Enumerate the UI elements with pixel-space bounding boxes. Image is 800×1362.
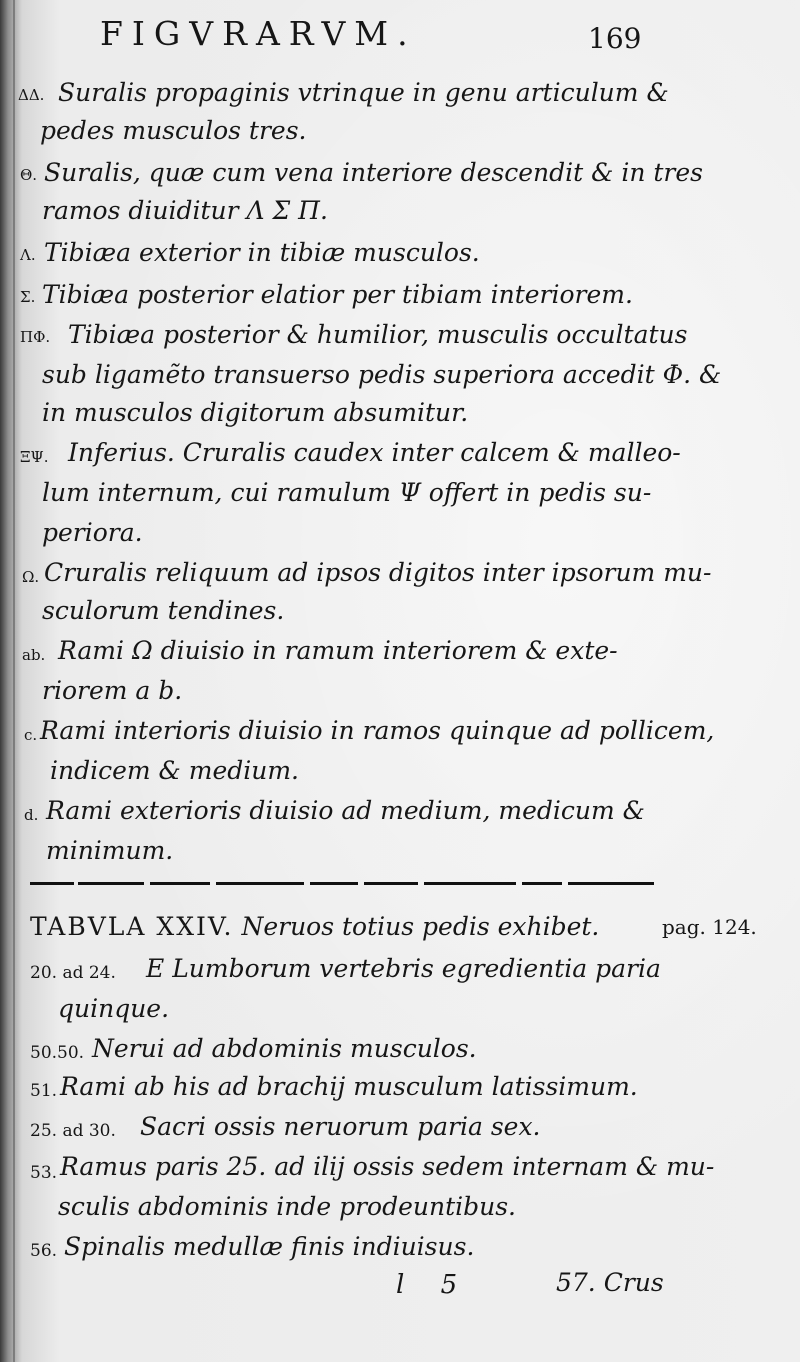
entry-line: Inferius. Cruralis caudex inter calcem & malleo- <box>68 438 681 467</box>
entry-line: Sacri ossis neruorum paria sex. <box>140 1112 541 1141</box>
entry-line: pedes musculos tres. <box>40 116 307 145</box>
entry-siglum: Λ. <box>20 246 36 264</box>
entry-line: Tibiæa exterior in tibiæ musculos. <box>44 238 480 267</box>
entry-line: lum internum, cui ramulum Ψ offert in pedis su- <box>42 478 652 507</box>
entry-siglum: 51. <box>30 1081 58 1101</box>
entry-line: Tibiæa posterior & humilior, musculis occultatus <box>68 320 688 349</box>
tabula-number: TABVLA XXIV. <box>30 912 234 941</box>
catchword: 57. Crus <box>556 1268 664 1297</box>
entry-siglum: ΞΨ. <box>20 448 49 466</box>
entry-siglum: 20. ad 24. <box>30 963 116 983</box>
entry-line: E Lumborum vertebris egredientia paria <box>146 954 661 983</box>
entry-line: ramos diuiditur Λ Σ Π. <box>42 196 328 225</box>
entry-line: periora. <box>42 518 143 547</box>
entry-line: minimum. <box>46 836 174 865</box>
entry-line: Nerui ad abdominis musculos. <box>92 1034 477 1063</box>
entry-siglum: 50.50. <box>30 1043 85 1063</box>
entry-line: Rami ab his ad brachij musculum latissimum. <box>60 1072 638 1101</box>
entry-line: in musculos digitorum absumitur. <box>42 398 469 427</box>
entry-line: Spinalis medullæ finis indiuisus. <box>64 1232 475 1261</box>
entry-line: sculorum tendines. <box>42 596 285 625</box>
entry-line: indicem & medium. <box>50 756 299 785</box>
tabula-heading <box>30 912 599 942</box>
entry-line: sculis abdominis inde prodeuntibus. <box>58 1192 517 1221</box>
entry-siglum: c. <box>24 726 38 744</box>
entry-line: riorem a b. <box>42 676 183 705</box>
entry-siglum: ab. <box>22 646 46 664</box>
section-divider <box>30 882 654 888</box>
entry-line: sub ligamẽto transuerso pedis superiora accedit Φ. & <box>42 360 722 389</box>
entry-siglum: 56. <box>30 1241 58 1261</box>
page-reference: pag. 124. <box>662 915 757 939</box>
entry-line: Rami exterioris diuisio ad medium, medicum & <box>46 796 645 825</box>
entry-line: Cruralis reliquum ad ipsos digitos inter ipsorum mu- <box>44 558 712 587</box>
signature-mark: l 5 <box>396 1270 472 1300</box>
entry-siglum: 25. ad 30. <box>30 1121 116 1141</box>
entry-line: Rami Ω diuisio in ramum interiorem & exte- <box>58 636 618 665</box>
entry-siglum: Ω. <box>22 568 40 586</box>
entry-line: Tibiæa posterior elatior per tibiam interiorem. <box>42 280 633 309</box>
entry-line: Ramus paris 25. ad ilij ossis sedem internam & mu- <box>60 1152 715 1181</box>
entry-line: Suralis, quæ cum vena interiore descendit & in tres <box>44 158 703 187</box>
entry-siglum: Θ. <box>20 166 38 184</box>
binding-gutter <box>13 0 15 1362</box>
entry-siglum: Σ. <box>20 288 36 306</box>
entry-siglum: ΠΦ. <box>20 328 51 346</box>
entry-line: Suralis propaginis vtrinque in genu articulum & <box>58 78 669 107</box>
entry-siglum: 53. <box>30 1163 58 1183</box>
entry-siglum: ΔΔ. <box>18 86 45 104</box>
entry-line: quinque. <box>58 994 170 1023</box>
running-head: FIGVRARVM. <box>100 14 417 53</box>
entry-siglum: d. <box>24 806 39 824</box>
tabula-caption: Neruos totius pedis exhibet. <box>241 912 600 941</box>
entry-line: Rami interioris diuisio in ramos quinque ad pollicem, <box>40 716 715 745</box>
page-number: 169 <box>588 22 642 55</box>
